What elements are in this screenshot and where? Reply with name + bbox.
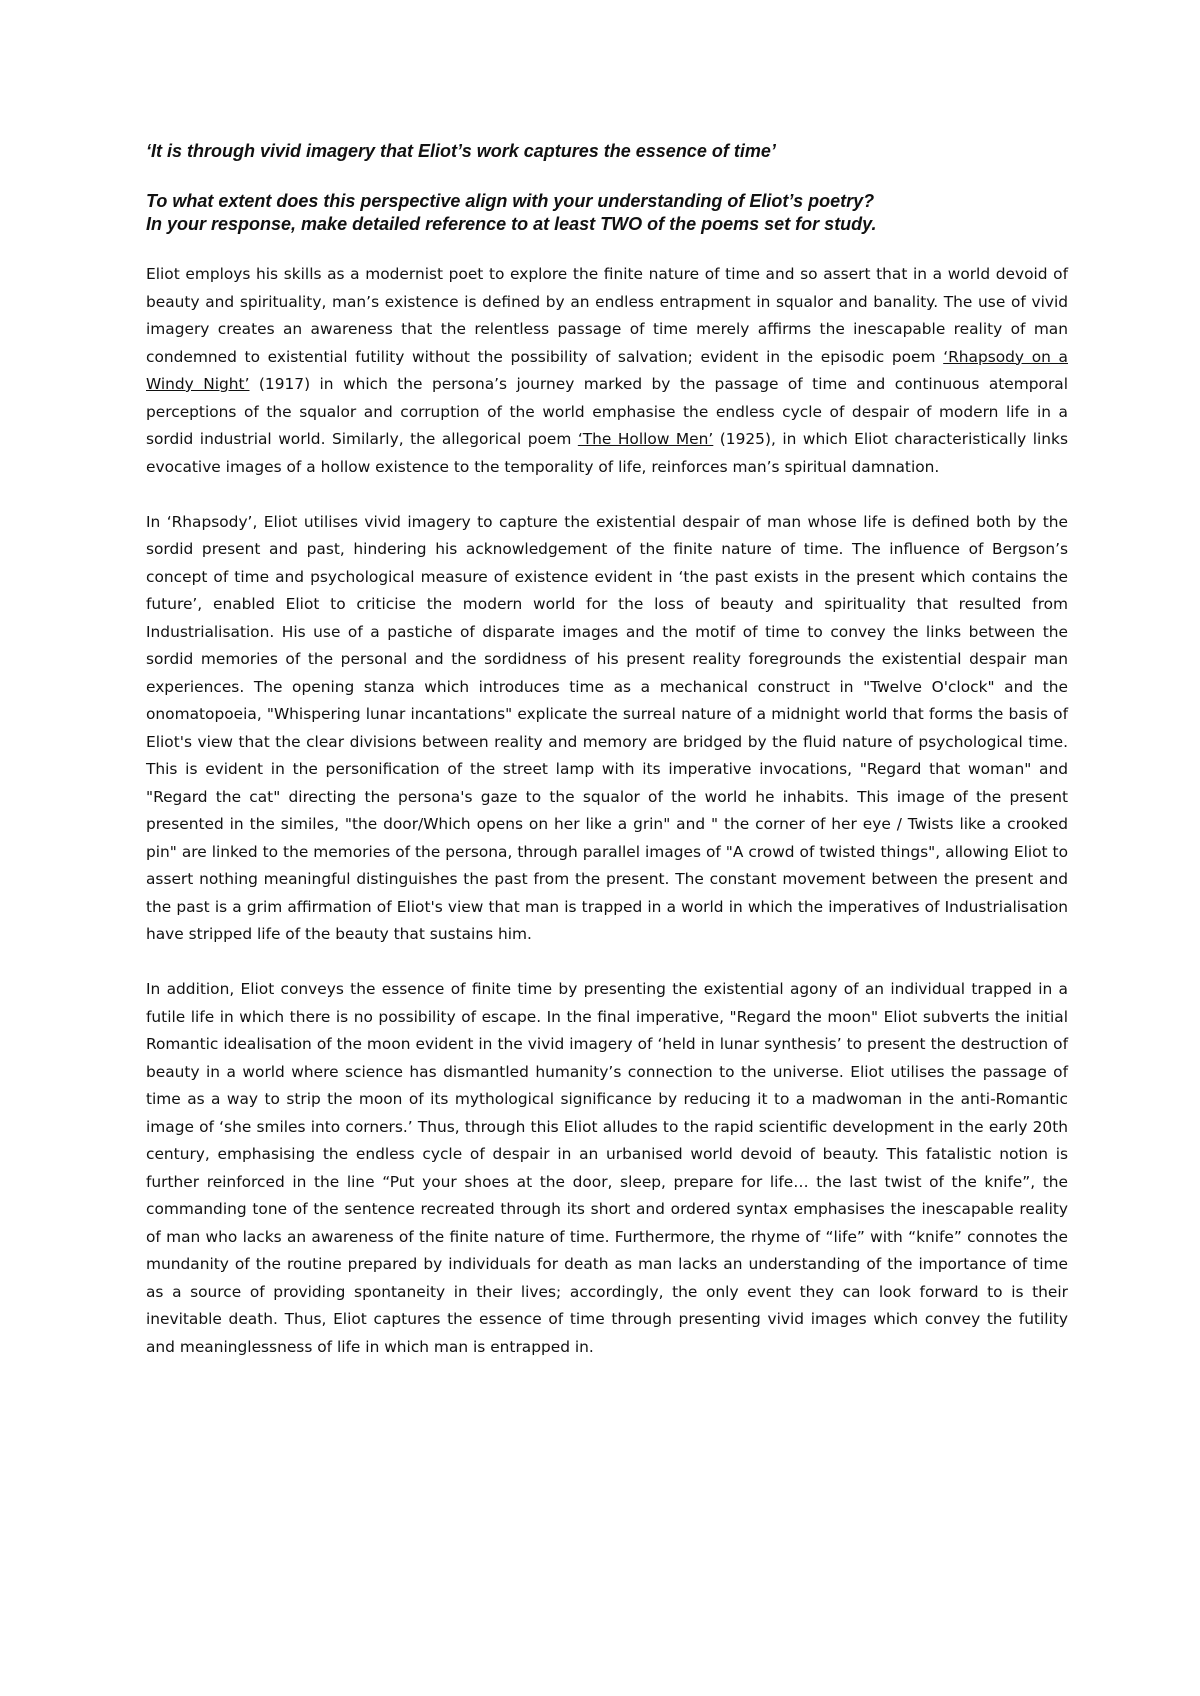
essay-prompt-quote: ‘It is through vivid imagery that Eliot’s work captures the essence of time’ [146,141,776,161]
intro-text-part-1: Eliot employs his skills as a modernist poet to explore the finite nature of time and so assert that in a world devoid of beauty and spirituality, man’s existence is defined by an endless entrapment in squalor and banality. The use of vivid imagery creates an awareness that the relentless passage of time merely affirms the inescapable reality of man condemned to existential futility without the possibility of salvation; evident in the episodic poem [146,265,1068,366]
body-paragraph-1: In ‘Rhapsody’, Eliot utilises vivid imagery to capture the existential despair of man whose life is defined both by the sordid present and past, hindering his acknowledgement of the finite nature of time. The influence of Bergson’s concept of time and psychological measure of existence evident in ‘the past exists in the present which contains the future’, enabled Eliot to criticise the modern world for the loss of beauty and spirituality that resulted from Industrialisation. His use of a pastiche of disparate images and the motif of time to convey the links between the sordid memories of the personal and the sordidness of his present reality foregrounds the existential despair man experiences. The opening stanza which introduces time as a mechanical construct in "Twelve O'clock" and the onomatopoeia, "Whispering lunar incantations" explicate the surreal nature of a midnight world that forms the basis of Eliot's view that the clear divisions between reality and memory are bridged by the fluid nature of psychological time. This is evident in the personification of the street lamp with its imperative invocations, "Regard that woman" and "Regard the cat" directing the persona's gaze to the squalor of the world he inhabits. This image of the present presented in the similes, "the door/Which opens on her like a grin" and " the corner of her eye / Twists like a crooked pin" are linked to the memories of the persona, through parallel images of "A crowd of twisted things", allowing Eliot to assert nothing meaningful distinguishes the past from the present. The constant movement between the present and the past is a grim affirmation of Eliot's view that man is trapped in a world in which the imperatives of Industrialisation have stripped life of the beauty that sustains him. [146,512,1068,943]
poem-title-rhapsody: ‘Rhapsody on a Windy Night’ [146,347,1068,393]
body-paragraph-2: In addition, Eliot conveys the essence of finite time by presenting the existential agony of an individual trapped in a futile life in which there is no possibility of escape. In the final imperative, "Regard the moon" Eliot subverts the initial Romantic idealisation of the moon evident in the vivid imagery of ‘held in lunar synthesis’ to present the destruction of beauty in a world where science has dismantled humanity’s connection to the universe. Eliot utilises the passage of time as a way to strip the moon of its mythological significance by reducing it to a madwoman in the anti-Romantic image of ‘she smiles into corners.’ Thus, through this Eliot alludes to the rapid scientific development in the early 20th century, emphasising the endless cycle of despair in an urbanised world devoid of beauty. This fatalistic notion is further reinforced in the line “Put your shoes at the door, sleep, prepare for life… the last twist of the knife”, the commanding tone of the sentence recreated through its short and ordered syntax emphasises the inescapable reality of man who lacks an awareness of the finite nature of time. Furthermore, the rhyme of “life” with “knife” connotes the mundanity of the routine prepared by individuals for death as man lacks an understanding of the importance of time as a source of providing spontaneity in their lives; accordingly, the only event they can look forward to is their inevitable death. Thus, Eliot captures the essence of time through presenting vivid images which convey the futility and meaninglessness of life in which man is entrapped in. [146,980,1068,1356]
intro-text-part-3: (1925), in which Eliot characteristically links evocative images of a hollow existence to the temporality of life, reinforces man’s spiritual damnation. [146,430,1068,476]
document-page [146,140,1068,1389]
introduction-paragraph [146,261,1068,481]
intro-text-part-2: (1917) in which the persona’s journey marked by the passage of time and continuous atemporal perceptions of the squalor and corruption of the world emphasise the endless cycle of despair of modern life in a sordid industrial world. Similarly, the allegorical poem [146,375,1068,448]
poem-title-hollow-men: ‘The Hollow Men’ [577,430,714,448]
essay-question [146,190,1068,236]
question-line-2: In your response, make detailed reference to at least TWO of the poems set for study. [146,214,877,234]
question-line-1: To what extent does this perspective align with your understanding of Eliot’s poetry? [146,191,875,211]
